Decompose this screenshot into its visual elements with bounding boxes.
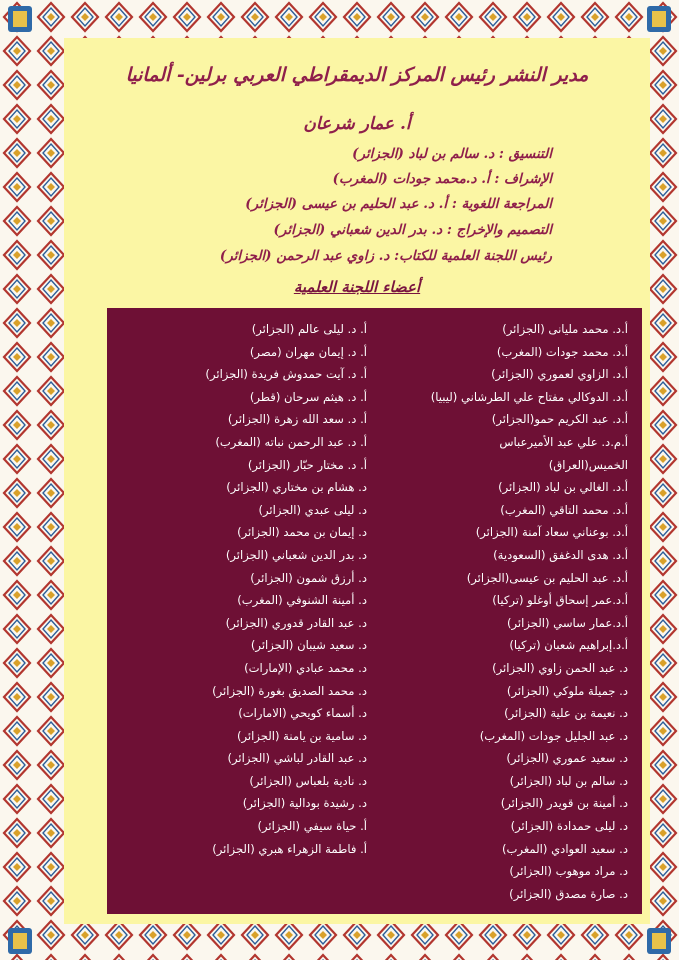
committee-member: أ.د. الدوكالي مفتاح علي الطرشاني (ليبيا) [430, 389, 628, 404]
committee-title: أعضاء اللجنة العلمية [293, 278, 421, 296]
book-emblem-icon [8, 6, 32, 32]
committee-member: د. محمد الصديق بغورة (الجزائر) [212, 683, 367, 698]
committee-member: أ.د.إبراهيم شعبان (تركيا) [509, 638, 628, 653]
committee-member: أ.د. الغالي بن لباد (الجزائر) [498, 480, 628, 495]
committee-member: أ.د. بوعناني سعاد آمنة (الجزائر) [475, 525, 628, 540]
committee-member: أ.د. محمد التاقي (المغرب) [500, 502, 628, 517]
committee-member: أ.د.عمر إسحاق أوغلو (تركيا) [492, 593, 628, 608]
committee-member: د. عبد القادر قدوري (الجزائر) [225, 615, 367, 630]
committee-member: د. بدر الدين شعباني (الجزائر) [225, 547, 367, 562]
committee-member: د. إيمان بن محمد (الجزائر) [237, 525, 367, 540]
committee-member: د. نعيمة بن علية (الجزائر) [504, 706, 628, 721]
committee-member: أ.د. محمد جودات (المغرب) [496, 344, 628, 359]
committee-member: أ. د. ليلى عالم (الجزائر) [251, 322, 367, 336]
committee-member: د. محمد عبادي (الإمارات) [244, 660, 367, 675]
committee-member: د. أمينة بن قويدر (الجزائر) [500, 796, 628, 811]
committee-member: أ.م.د. علي عبد الأميرعباس [499, 434, 628, 449]
committee-member: أ. د. سعد الله زهرة (الجزائر) [227, 412, 367, 427]
committee-member: أ.د. الزاوي لعموري (الجزائر) [491, 367, 628, 382]
coordination-line: التنسيق : د. سالم بن لباد (الجزائر) [352, 146, 552, 162]
committee-member: د. أسماء كويحي (الامارات) [238, 706, 367, 721]
committee-member: د. أرزق شمون (الجزائر) [250, 570, 367, 585]
committee-member: أ. د. هيثم سرحان (قطر) [249, 389, 367, 404]
committee-head-line: رئيس اللجنة العلمية للكتاب: د. زاوي عبد الرحمن (الجزائر) [219, 248, 552, 264]
committee-member: د. جميلة ملوكي (الجزائر) [506, 683, 628, 698]
committee-member: أ.د. عبد الكريم حمو(الجزائر) [491, 412, 628, 427]
committee-member: د. صارة مصدق (الجزائر) [509, 886, 628, 901]
committee-member: د. هشام بن مختاري (الجزائر) [226, 480, 367, 495]
committee-member: د. ليلى حمدادة (الجزائر) [510, 819, 628, 834]
publisher-title: مدير النشر رئيس المركز الديمقراطي العربي برلين- ألمانيا [125, 64, 589, 86]
committee-member: أ.د. عبد الحليم بن عيسى(الجزائر) [466, 570, 628, 585]
supervision-line: الإشراف : أ. د.محمد جودات (المغرب) [332, 171, 552, 187]
committee-right-column [431, 318, 628, 905]
committee-member: د. عبد الجليل جودات (المغرب) [479, 728, 628, 743]
committee-member: أ. د. إيمان مهران (مصر) [249, 344, 367, 359]
committee-member: د. سعيد العوادي (المغرب) [502, 841, 628, 856]
committee-member: د. أمينة الشنوفي (المغرب) [237, 593, 367, 608]
committee-member: أ. د. مختار حبّار (الجزائر) [247, 457, 367, 472]
committee-left-column [205, 318, 367, 860]
committee-member: د. ليلى عبدي (الجزائر) [258, 502, 367, 517]
committee-member: أ. د. آيت حمدوش فريدة (الجزائر) [205, 367, 367, 382]
book-emblem-icon [647, 928, 671, 954]
design-line: التصميم والإخراج : د. بدر الدين شعباني (الجزائر) [273, 222, 552, 238]
committee-member: د. نادية بلعباس (الجزائر) [249, 773, 367, 788]
book-emblem-icon [647, 6, 671, 32]
committee-member: د. عبد القادر لباشي (الجزائر) [227, 751, 367, 766]
book-emblem-icon [8, 928, 32, 954]
director-name: أ. عمار شرعان [303, 114, 411, 134]
committee-member: د. سامية بن يامنة (الجزائر) [236, 728, 367, 743]
committee-member: الخميس(العراق) [548, 457, 628, 472]
committee-member: د. سعيد شيبان (الجزائر) [250, 638, 367, 653]
committee-member: أ. حياة سيفي (الجزائر) [257, 819, 367, 834]
committee-member: د. مراد موهوب (الجزائر) [509, 864, 628, 879]
committee-member: أ.د. هدى الدغفق (السعودية) [493, 547, 628, 562]
committee-member: د. رشيدة بودالية (الجزائر) [242, 796, 367, 811]
linguistic-review-line: المراجعة اللغوية : أ. د. عبد الحليم بن عيسى (الجزائر) [245, 196, 552, 212]
committee-member: د. سعيد عموري (الجزائر) [506, 751, 628, 766]
committee-member: أ. فاطمة الزهراء هبري (الجزائر) [212, 841, 367, 856]
committee-member: أ.د. محمد مليانى (الجزائر) [502, 322, 628, 336]
committee-member: أ.د.عمار ساسي (الجزائر) [506, 615, 628, 630]
committee-member: د. عبد الحمن زاوي (الجزائر) [492, 660, 628, 675]
committee-member: أ. د. عبد الرحمن نباته (المغرب) [215, 434, 367, 449]
committee-panel [107, 308, 642, 914]
committee-member: د. سالم بن لباد (الجزائر) [509, 773, 628, 788]
